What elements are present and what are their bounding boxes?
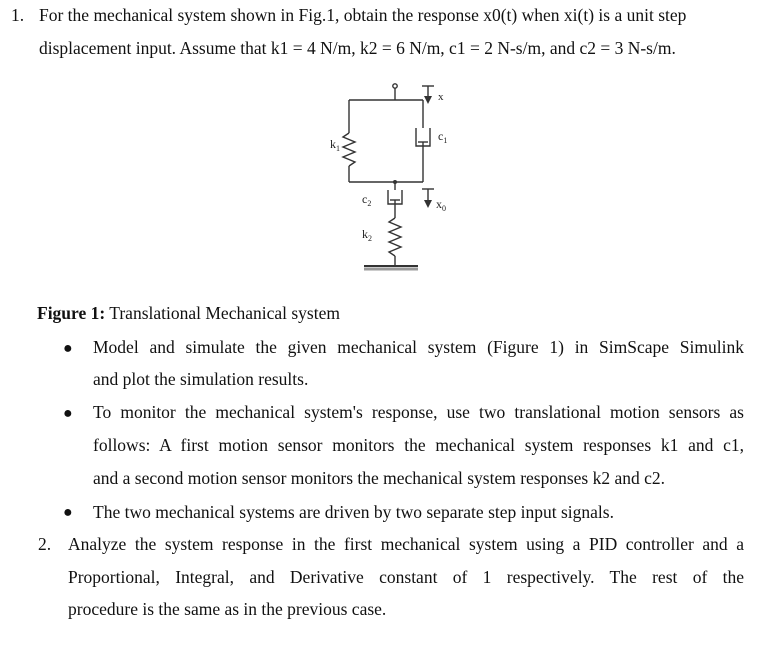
label-k2: $k_2$ <box>362 227 372 243</box>
figure-caption-text: Translational Mechanical system <box>105 303 340 323</box>
bullet-2-line-2: follows: A first motion sensor monitors the mechanical system responses k1 and c1, <box>93 435 744 455</box>
bullet-2-line-3: and a second motion sensor monitors the mechanical system responses k2 and c2. <box>93 468 666 488</box>
question-1-line-1: For the mechanical system shown in Fig.1, obtain the response x0(t) when xi(t) is a unit step <box>39 5 687 25</box>
x0-arrow-head <box>424 200 432 208</box>
figure-caption <box>37 305 340 323</box>
question-2-line-2: Proportional, Integral, and Derivative constant of 1 respectively. The rest of the <box>68 567 744 587</box>
spring-k1 <box>343 133 355 166</box>
bullet-1-marker: ● <box>63 340 73 357</box>
figure-caption-label: Figure 1: <box>37 303 106 323</box>
bullet-3-line-1: The two mechanical systems are driven by two separate step input signals. <box>93 502 614 522</box>
question-2-line-1: Analyze the system response in the first mechanical system using a PID controller and a <box>68 534 744 554</box>
bullet-2-marker: ● <box>63 405 73 422</box>
x-arrow-head <box>424 96 432 104</box>
bullet-2-line-1: To monitor the mechanical system's response, use two translational motion sensors as <box>93 402 744 422</box>
output-node <box>393 180 397 184</box>
label-c1: $c_1$ <box>438 129 448 145</box>
mechanical-system-diagram <box>322 78 482 283</box>
label-x0: $x_0$ <box>436 197 446 213</box>
question-1-number: 1. <box>11 5 25 25</box>
bullet-1-line-1: Model and simulate the given mechanical system (Figure 1) in SimScape Simulink <box>93 337 744 357</box>
label-x: x <box>438 91 444 103</box>
input-node <box>393 84 397 88</box>
bullet-3-marker: ● <box>63 504 73 521</box>
spring-k2 <box>389 218 401 256</box>
label-k1: $k_1$ <box>330 137 340 153</box>
label-c2: $c_2$ <box>362 192 372 208</box>
question-2-number: 2. <box>38 534 52 554</box>
question-2-line-3: procedure is the same as in the previous case. <box>68 599 387 619</box>
question-1-line-2: displacement input. Assume that k1 = 4 N/m, k2 = 6 N/m, c1 = 2 N-s/m, and c2 = 3 N-s/m. <box>39 38 676 58</box>
bullet-1-line-2: and plot the simulation results. <box>93 369 309 389</box>
